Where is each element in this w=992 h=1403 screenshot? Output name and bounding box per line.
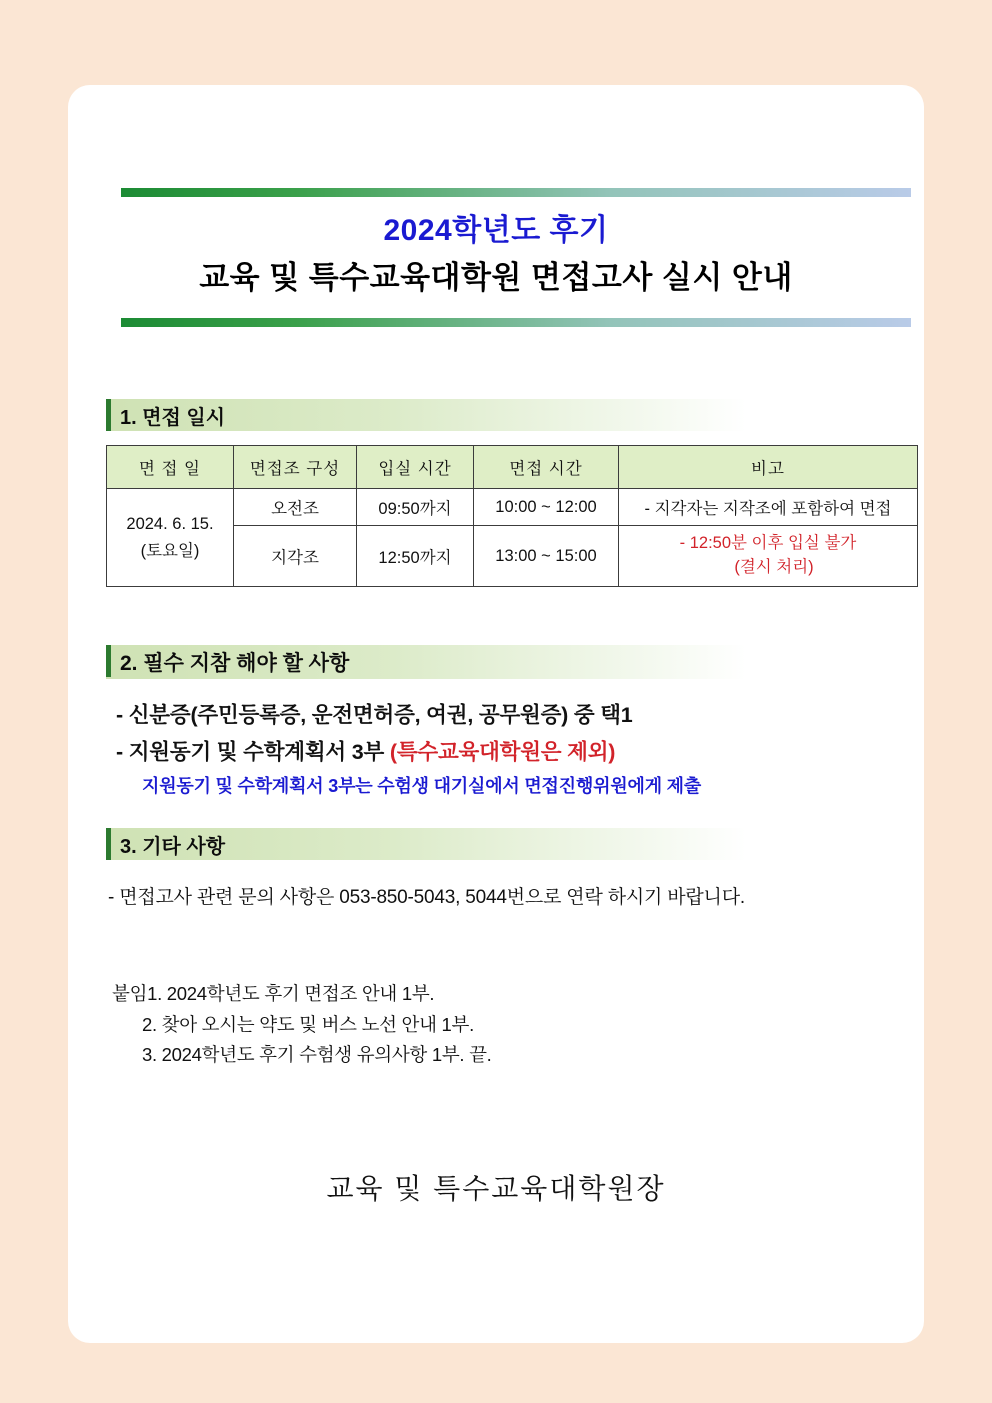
document-body: [98, 85, 894, 1343]
title-line-1: 2024학년도 후기: [383, 214, 609, 247]
section-header-etc: [106, 828, 746, 860]
date-line-1: 2024. 6. 15.: [126, 515, 214, 534]
section-3-label: 3. 기타 사항: [120, 835, 226, 858]
attachment-line-2: 2. 찾아 오시는 약도 및 버스 노선 안내 1부.: [142, 1013, 474, 1035]
required-item-plan-main: - 지원동기 및 수학계획서 3부: [116, 739, 390, 764]
section-accent-bar: [106, 399, 111, 431]
cell-note-morning: - 지각자는 지작조에 포함하여 면접: [619, 489, 918, 526]
cell-entry-late: 12:50까지: [357, 526, 474, 587]
document-page: [68, 85, 924, 1343]
required-items-list: [116, 697, 894, 798]
cell-note-late: [619, 526, 918, 587]
etc-contact-text: - 면접고사 관련 문의 사항은 053-850-5043, 5044번으로 연락 하시기 바랍니다.: [108, 887, 745, 909]
section-1-label: 1. 면접 일시: [120, 406, 226, 429]
document-title: [98, 197, 894, 304]
title-line-2: 교육 및 특수교육대학원 면접고사 실시 안내: [199, 259, 793, 295]
required-item-plan: [116, 734, 894, 771]
date-line-2: (토요일): [140, 541, 200, 560]
title-bottom-rule: [121, 318, 911, 327]
interview-schedule-table: [106, 445, 918, 587]
th-interview-time: 면접 시간: [474, 446, 619, 489]
section-accent-bar: [106, 828, 111, 860]
cell-group-late: 지각조: [234, 526, 357, 587]
title-top-rule: [121, 188, 911, 197]
cell-interview-late: 13:00 ~ 15:00: [474, 526, 619, 587]
section-accent-bar: [106, 645, 111, 677]
cell-interview-morning: 10:00 ~ 12:00: [474, 489, 619, 526]
required-item-subnote: 지원동기 및 수학계획서 3부는 수험생 대기실에서 면접진행위원에게 제출: [142, 776, 702, 797]
table-row: [107, 489, 918, 526]
th-group: 면접조 구성: [234, 446, 357, 489]
section-header-required-items: [106, 645, 746, 679]
required-item-id: - 신분증(주민등록증, 운전면허증, 여권, 공무원증) 중 택1: [116, 703, 633, 728]
note-late-line-1: - 12:50분 이후 입실 불가: [679, 534, 857, 553]
signature-line: 교육 및 특수교육대학원장: [326, 1172, 666, 1204]
th-date: 면 접 일: [107, 446, 234, 489]
attachment-line-3: 3. 2024학년도 후기 수험생 유의사항 1부. 끝.: [142, 1044, 492, 1066]
table-header-row: [107, 446, 918, 489]
section-2-label: 2. 필수 지참 해야 할 사항: [120, 652, 350, 676]
attachment-line-1: 붙임1. 2024학년도 후기 면접조 안내 1부.: [112, 983, 435, 1005]
required-item-plan-exception: (특수교육대학원은 제외): [389, 739, 616, 764]
cell-entry-morning: 09:50까지: [357, 489, 474, 526]
section-header-interview-date: [106, 399, 746, 431]
cell-date: [107, 489, 234, 587]
th-entry-time: 입실 시간: [357, 446, 474, 489]
note-late-line-2: (결시 처리): [734, 558, 814, 577]
th-note: 비고: [619, 446, 918, 489]
cell-group-morning: 오전조: [234, 489, 357, 526]
attachments-list: [112, 979, 894, 1071]
